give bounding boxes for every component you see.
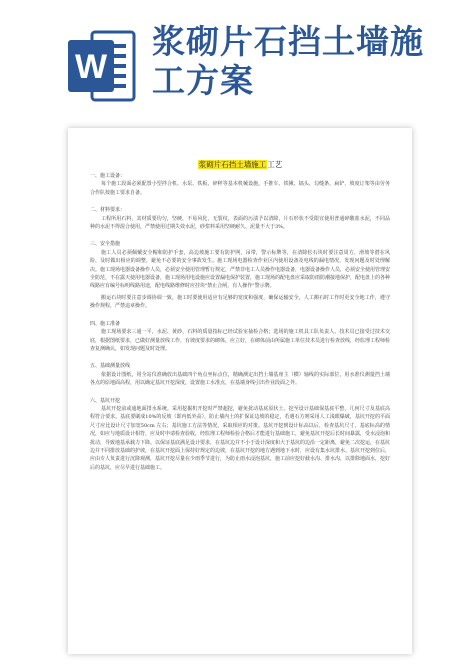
document-body bbox=[90, 170, 390, 475]
section-heading: 二、材料要求： bbox=[90, 207, 126, 214]
section-paragraph: 基坑开挖前或通地面排水系统。采用挖掘机开挖时严禁超挖，避免扰动基底原状土。挖至设计基础保基底平整，几何尺寸及基底高程符合要求。基底要刷成10%的反坡（即内低外高），防止墙内土的扩保证边坡的稳定，若遇石方则采用人工浅眼爆破，基坑开挖的平面尺寸应比设计尺寸加宽50cm 左右；基坑施工方法等情况，采取相应的对策。基坑开挖到设计标高以后，检查基坑尺寸，基底标高的情况，如应与地质设计相符，应及时申请检查验收，经监理工程师检验合格后才能进行基础施工，避免基坑开挖后长时间暴露，受水浸泡和扰动，导致地基承载力下降。以保证基底满足设计要求，在基坑边并不小于设计深度和大于基坑的边沿一定距离，避免二次挖运，在基坑边并不同排放基础的护坡，在基坑开挖面上保持好规定的边坡，在基坑开挖的地方遇到地下水时，应设有集水坑排水。基坑开挖到位后，应由专人负责进行沉降观测，基坑开挖尽量在少雨季节进行，为防止雨水浸泡基坑，施工前应挖好截水沟、排水沟，以排除地面水，挖好后的基坑，应尽早进行基础施工。 bbox=[90, 405, 391, 471]
word-document-icon bbox=[66, 26, 138, 106]
word-logo-letter: W bbox=[74, 48, 108, 86]
section-heading: 五、基础测量放线 bbox=[90, 363, 131, 370]
section-heading: 三、安全措施 bbox=[90, 241, 121, 248]
section-paragraph: 搬运石块时要注意步调协调一致，施工时要使用适应有足够的宽度和强度，确保运输安全，人工搬石时工作时更安全地工作，遵守操作规程，严禁违章操作。 bbox=[90, 294, 390, 310]
section-heading: 六、基坑开挖 bbox=[90, 397, 121, 404]
section-paragraph: 依据设计图纸，用全站仪准确放出基础四个角点坐标点位，精确测定出挡土墙基座主（横）轴线的实际部位，用水准仪测量挡土墙各点的原地面高程，用以确定基坑开挖深度，设置施工水准点，在基墙身线引出作业段面之外。 bbox=[90, 371, 390, 387]
section-paragraph: 施工人员必须佩戴安全帽和防护手套，高边坡施工要有防护网，吊带，警示标牌等，在清除松石块时要注意周方，滑坡等潜在风险，及时做出相应的调整，避免不必要的安全事故发生。施工现场电器检查作业区内使用设备及电线的漏电情况，发现问题及时处理解决。施工现场电器设备操作人员，必须安全使用管理暂行规定，严禁非电工人员操作电器设备，电器设备操作人员，必须安全使用管理安全防范，不在露天使用电器设备，施工现场用电设施应设置漏电保护装置，施工现场的配电盘应采取防雨防潮接地保护，配电盘上的各种线路应有编号标明线路用途，配电线路维修时应挂块"禁止合闸，有人操作"警示牌。 bbox=[90, 249, 391, 290]
section-paragraph: 每个施工段面必须配置小型拌合机、水泵、铁板、碎秤等基本机械设施。手推车、铁锹、镐头、勾缝条，扁铲，坡度订架等由劳务合作队按施工要求自备。 bbox=[90, 181, 390, 196]
banner-title bbox=[152, 22, 452, 100]
section-heading: 一、施工设备： bbox=[90, 173, 126, 179]
banner-title-line-2: 工方案 bbox=[152, 61, 254, 100]
section-paragraph: 工程所用石料，其材质要均匀，坚硬，不易风化，无裂纹，表面的污渍予以清除，片石形状不受限宜使用普通碎酸盐水泥，不同品种的水泥不得混合使用，严禁使用过期失效水泥，砂浆料采用坚硬耐久、泥量不大于3%。 bbox=[90, 215, 390, 231]
section-paragraph: 施工现场要求三通一平，水泥、黄砂、石料的质量指标已经试验室抽检合格；选场的施工机具工队负责人、技术员已接受过技术交底，根据图纸要求，已做好测量放线工作，有坡度要求的砌体，应立好，在砌体前由所属施工单位技术员进行检查放线，经监理工程师检查复测确认，如发现问题及时处理。 bbox=[90, 329, 391, 352]
document-title-rest: 工艺 bbox=[267, 160, 283, 169]
banner bbox=[0, 0, 474, 128]
document-page bbox=[68, 128, 412, 654]
document-title bbox=[68, 152, 412, 171]
document-title-highlight: 浆砌片石挡土墙施工 bbox=[198, 160, 267, 169]
banner-title-line-1: 浆砌片石挡土墙施 bbox=[152, 22, 424, 61]
section-heading: 四、施工准备 bbox=[90, 320, 121, 327]
